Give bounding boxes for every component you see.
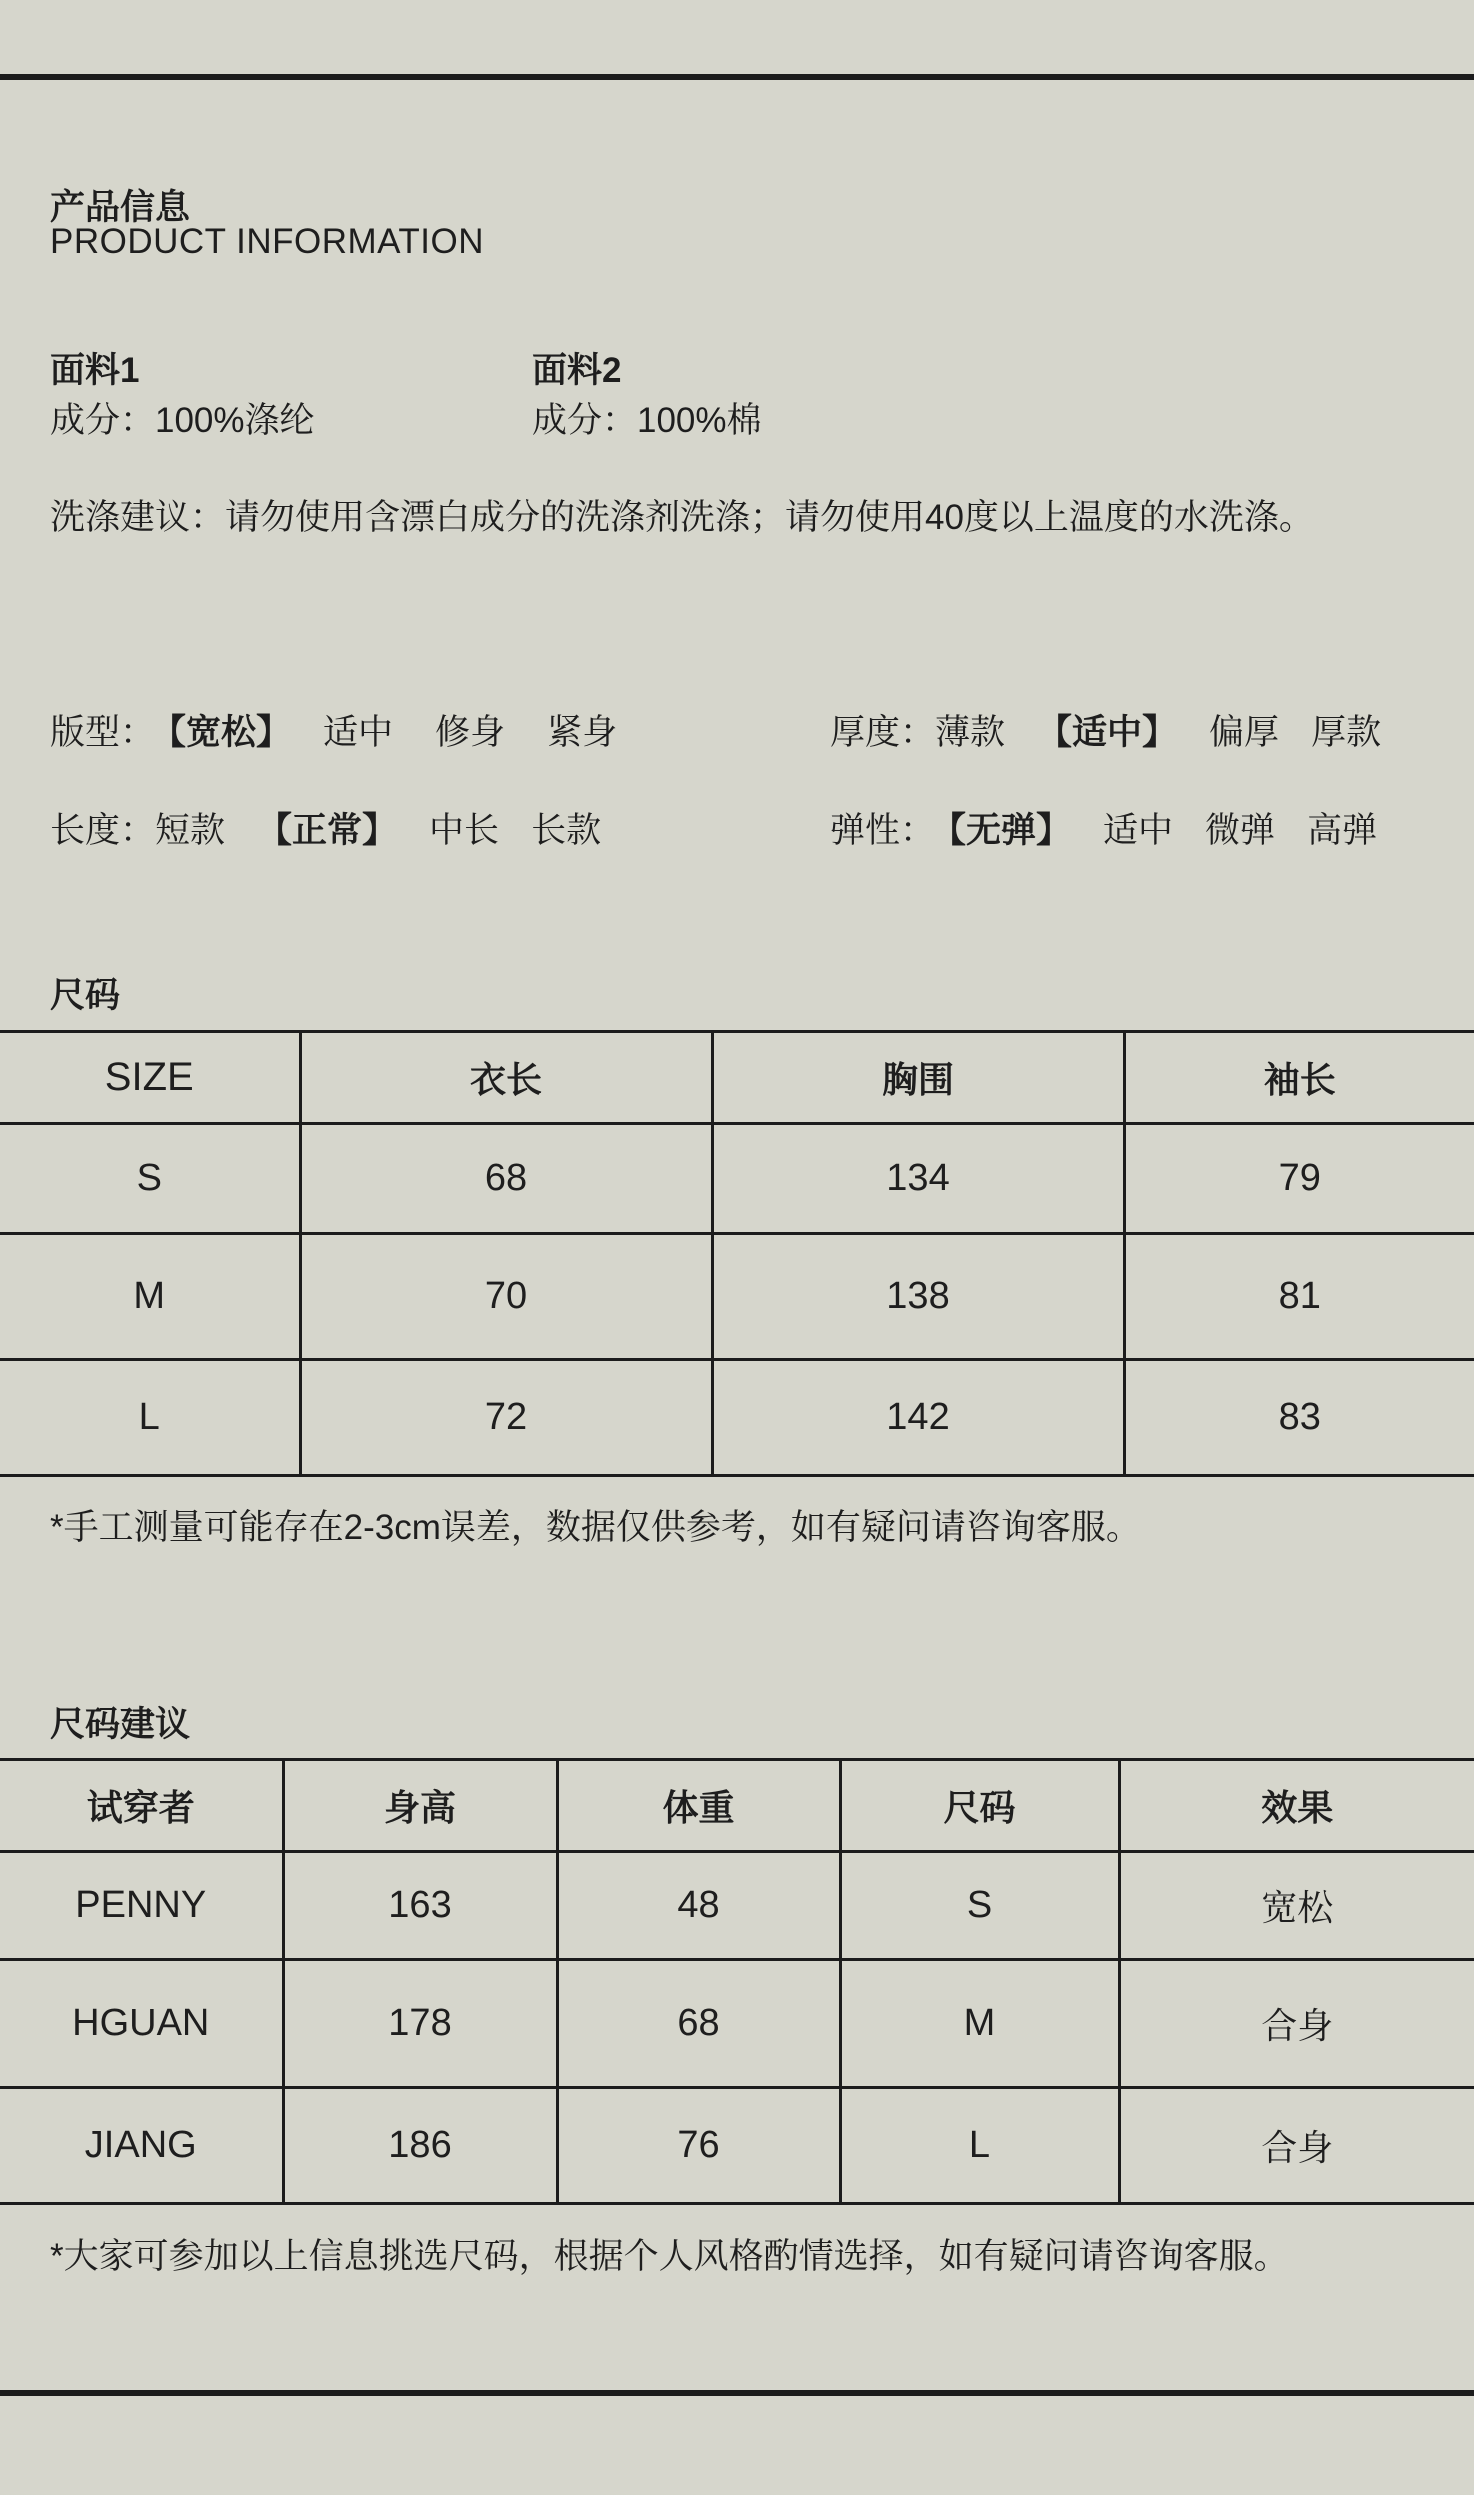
attr-elasticity-option: 微弹: [1205, 811, 1276, 850]
attr-fit-option: 紧身: [547, 713, 618, 752]
washing-advice: 洗涤建议：请勿使用含漂白成分的洗涤剂洗涤；请勿使用40度以上温度的水洗涤。: [50, 498, 1314, 537]
attr-fit-option: 修身: [435, 713, 506, 752]
size-table: [0, 1030, 1474, 1477]
attr-length-option: 中长: [429, 811, 500, 850]
effect-col-header: 效果: [1119, 1760, 1474, 1852]
suggest-title: 尺码建议: [50, 1705, 191, 1744]
table-cell: 合身: [1119, 2088, 1474, 2204]
attr-fit: [50, 705, 649, 755]
suggest-table: [0, 1758, 1474, 2205]
attr-length-option: 【正常】: [257, 811, 398, 850]
table-cell: 48: [557, 1852, 840, 1960]
attr-fit-option: 适中: [323, 713, 394, 752]
table-row: [0, 1234, 1474, 1360]
table-cell: 70: [300, 1234, 712, 1360]
table-row: [0, 1852, 1474, 1960]
table-cell: 163: [283, 1852, 557, 1960]
table-cell: S: [840, 1852, 1119, 1960]
chest-col-header: 胸围: [712, 1032, 1124, 1124]
table-cell: JIANG: [0, 2088, 283, 2204]
suggest-note: *大家可参加以上信息挑选尺码，根据个人风格酌情选择，如有疑问请咨询客服。: [50, 2237, 1289, 2276]
weight-col-header: 体重: [557, 1760, 840, 1852]
section-title-en: PRODUCT INFORMATION: [50, 222, 485, 261]
table-cell: 79: [1124, 1124, 1474, 1234]
attr-fit-label: 版型：: [50, 713, 156, 752]
attr-length-label: 长度：: [50, 811, 156, 850]
fabric-1-title: 面料1: [50, 351, 140, 390]
attr-elasticity: [830, 803, 1409, 853]
size-col-header: 尺码: [840, 1760, 1119, 1852]
top-rule: [0, 74, 1474, 80]
table-cell: 宽松: [1119, 1852, 1474, 1960]
attr-elasticity-option: 【无弹】: [931, 811, 1072, 850]
size-note: *手工测量可能存在2-3cm误差，数据仅供参考，如有疑问请咨询客服。: [50, 1508, 1141, 1547]
table-cell: L: [0, 1360, 300, 1476]
table-cell: 178: [283, 1960, 557, 2088]
table-row: [0, 1960, 1474, 2088]
attr-elasticity-option: 适中: [1103, 811, 1174, 850]
table-cell: 138: [712, 1234, 1124, 1360]
table-cell: 72: [300, 1360, 712, 1476]
tester-col-header: 试穿者: [0, 1760, 283, 1852]
table-header-row: [0, 1032, 1474, 1124]
table-cell: 83: [1124, 1360, 1474, 1476]
attr-length: [50, 803, 633, 853]
table-cell: 68: [300, 1124, 712, 1234]
length-col-header: 衣长: [300, 1032, 712, 1124]
attr-fit-option: 【宽松】: [151, 713, 292, 752]
table-cell: 合身: [1119, 1960, 1474, 2088]
table-cell: PENNY: [0, 1852, 283, 1960]
table-cell: L: [840, 2088, 1119, 2204]
size-title: 尺码: [50, 976, 121, 1015]
table-row: [0, 1360, 1474, 1476]
size-col-header: SIZE: [0, 1032, 300, 1124]
table-cell: 81: [1124, 1234, 1474, 1360]
table-cell: 142: [712, 1360, 1124, 1476]
height-col-header: 身高: [283, 1760, 557, 1852]
attr-thickness: [830, 705, 1413, 755]
attr-thickness-option: 厚款: [1311, 713, 1382, 752]
attr-elasticity-option: 高弹: [1307, 811, 1378, 850]
bottom-rule: [0, 2390, 1474, 2396]
table-row: [0, 2088, 1474, 2204]
table-cell: S: [0, 1124, 300, 1234]
table-cell: 186: [283, 2088, 557, 2204]
fabric-2-title: 面料2: [532, 351, 622, 390]
sleeve-col-header: 袖长: [1124, 1032, 1474, 1124]
table-cell: 68: [557, 1960, 840, 2088]
table-cell: 134: [712, 1124, 1124, 1234]
attr-thickness-label: 厚度：: [830, 713, 936, 752]
attr-length-option: 短款: [155, 811, 226, 850]
fabric-1-content: 成分：100%涤纶: [50, 401, 315, 440]
section-title-cn: 产品信息: [50, 188, 191, 227]
attr-length-option: 长款: [531, 811, 602, 850]
table-cell: M: [840, 1960, 1119, 2088]
table-cell: 76: [557, 2088, 840, 2204]
fabric-2-content: 成分：100%棉: [532, 401, 762, 440]
table-cell: HGUAN: [0, 1960, 283, 2088]
attr-elasticity-label: 弹性：: [830, 811, 936, 850]
table-row: [0, 1124, 1474, 1234]
attr-thickness-option: 薄款: [935, 713, 1006, 752]
table-header-row: [0, 1760, 1474, 1852]
attr-thickness-option: 偏厚: [1209, 713, 1280, 752]
attr-thickness-option: 【适中】: [1037, 713, 1178, 752]
table-cell: M: [0, 1234, 300, 1360]
